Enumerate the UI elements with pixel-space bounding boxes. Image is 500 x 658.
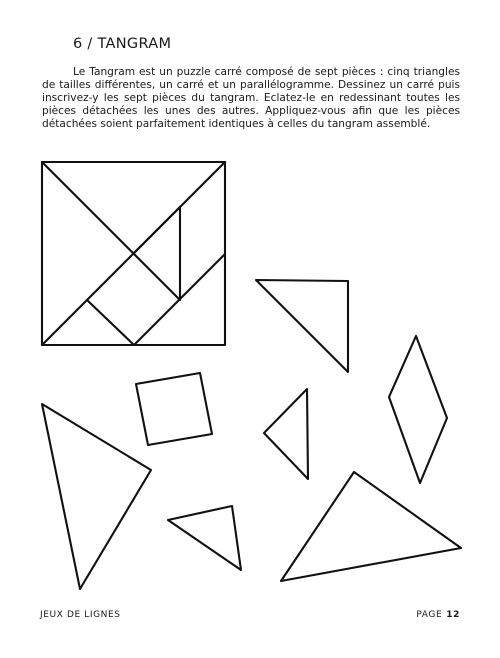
detached-square	[136, 373, 212, 445]
tangram-upper-cut	[133, 207, 180, 254]
detached-pieces	[42, 280, 461, 589]
detached-parallelogram	[389, 336, 447, 483]
detached-medium-triangle	[256, 280, 348, 372]
footer-book-title: JEUX DE LIGNES	[40, 610, 121, 620]
footer-page	[416, 610, 460, 620]
tangram-mid-cut	[87, 300, 134, 345]
assembled-tangram	[42, 162, 225, 345]
tangram-diagonal	[42, 162, 180, 300]
footer-page-label: PAGE	[416, 610, 443, 620]
detached-large-triangle-left	[42, 404, 151, 589]
instructions-paragraph: Le Tangram est un puzzle carré composé de sept pièces : cinq triangles de tailles différentes, un carré et un parallélogramme. Dessinez un carré puis inscrivez-y les sept pièces du tangram. Eclatez-le en redessinant toutes les pièces détachées les unes des autres. Appliquez-vous afin que les pièces détachées soient parfaitement identiques à celles du tangram assemblé.	[42, 66, 460, 130]
detached-large-triangle-bottom	[281, 472, 461, 581]
footer-page-number: 12	[446, 610, 460, 620]
page-title: 6 / TANGRAM	[73, 36, 172, 52]
detached-small-triangle-right	[264, 389, 308, 479]
detached-small-triangle-bottom	[168, 506, 241, 570]
